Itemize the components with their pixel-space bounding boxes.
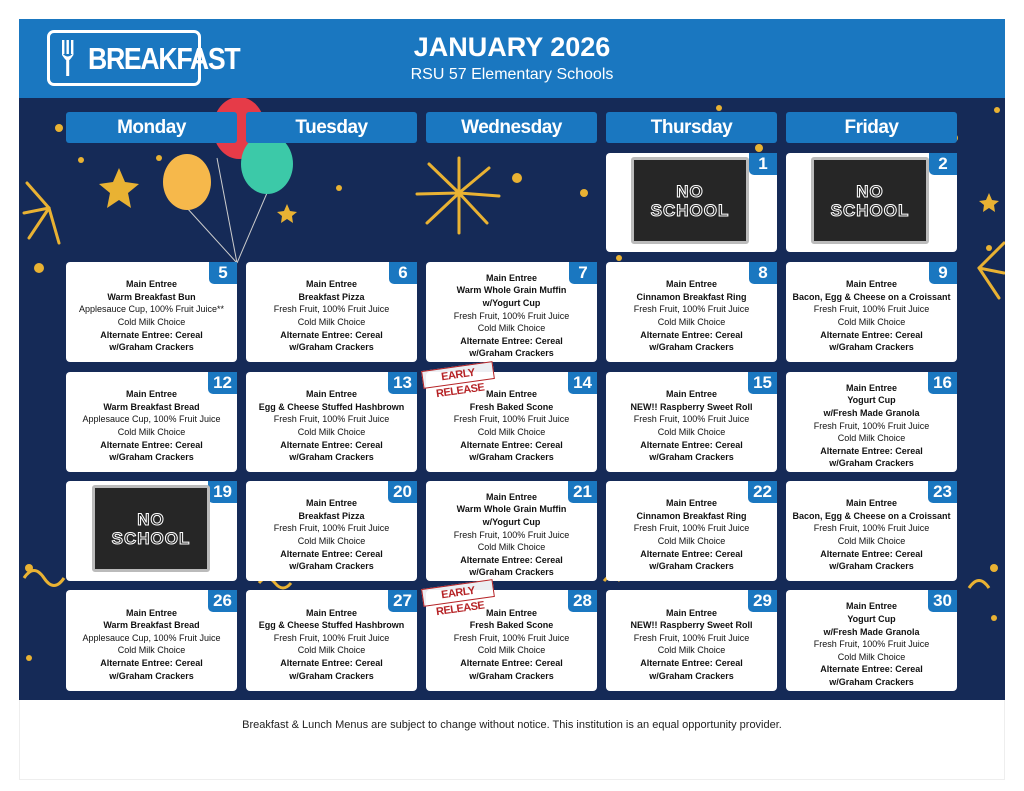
day-cell <box>246 590 417 691</box>
menu-line: Cold Milk Choice <box>297 645 366 656</box>
day-cell <box>66 590 237 691</box>
menu-text <box>786 278 957 354</box>
day-cell <box>786 590 957 691</box>
no-school-sign <box>631 157 749 244</box>
menu-line: w/Graham Crackers <box>649 670 734 681</box>
no-school-line2: SCHOOL <box>111 529 191 548</box>
day-header-monday: Monday <box>66 112 237 143</box>
menu-line: Fresh Fruit, 100% Fruit Juice <box>273 304 390 315</box>
menu-line: Main Entree <box>845 498 897 509</box>
menu-line: w/Graham Crackers <box>649 452 734 463</box>
menu-text <box>786 600 957 688</box>
day-cell <box>606 372 777 472</box>
day-cell <box>786 372 957 472</box>
day-number: 5 <box>209 262 237 284</box>
menu-line: Breakfast Pizza <box>298 510 365 521</box>
menu-text <box>246 388 417 464</box>
menu-line: Alternate Entree: Cereal <box>820 445 923 456</box>
day-cell <box>606 481 777 581</box>
menu-line: Alternate Entree: Cereal <box>280 329 383 340</box>
early-release-stamp: EARLY RELEASE <box>421 361 495 389</box>
menu-line: w/Graham Crackers <box>469 670 554 681</box>
day-cell <box>786 481 957 581</box>
menu-line: Applesauce Cup, 100% Fruit Juice <box>82 414 221 425</box>
menu-line: Main Entree <box>665 279 717 290</box>
menu-line: Cold Milk Choice <box>117 645 186 656</box>
menu-line: Warm Breakfast Bread <box>103 401 200 412</box>
header-banner <box>19 19 1005 98</box>
menu-line: Main Entree <box>485 607 537 618</box>
menu-line: Main Entree <box>485 491 537 502</box>
menu-line: Alternate Entree: Cereal <box>640 548 743 559</box>
menu-line: Applesauce Cup, 100% Fruit Juice** <box>78 304 225 315</box>
menu-line: Cold Milk Choice <box>117 426 186 437</box>
menu-line: w/Graham Crackers <box>829 458 914 469</box>
menu-line: w/Fresh Made Granola <box>823 626 920 637</box>
footer-area <box>19 700 1005 780</box>
menu-line: Fresh Fruit, 100% Fruit Juice <box>273 414 390 425</box>
logo-text: BREAKFAST <box>88 41 240 76</box>
day-number: 29 <box>748 590 777 612</box>
menu-line: Bacon, Egg & Cheese on a Croissant <box>792 291 951 302</box>
menu-line: Main Entree <box>665 498 717 509</box>
menu-line: Main Entree <box>845 601 897 612</box>
menu-line: Alternate Entree: Cereal <box>280 658 383 669</box>
menu-line: Egg & Cheese Stuffed Hashbrown <box>258 620 405 631</box>
menu-line: Alternate Entree: Cereal <box>640 329 743 340</box>
menu-text <box>66 607 237 683</box>
day-cell <box>786 262 957 362</box>
menu-text <box>66 278 237 354</box>
menu-line: Yogurt Cup <box>847 395 896 406</box>
menu-line: Cold Milk Choice <box>297 426 366 437</box>
menu-text <box>606 278 777 354</box>
menu-line: Warm Breakfast Bread <box>103 620 200 631</box>
menu-line: Alternate Entree: Cereal <box>640 439 743 450</box>
menu-text <box>606 388 777 464</box>
day-number: 14 <box>568 372 597 394</box>
menu-text <box>426 491 597 579</box>
menu-text <box>786 382 957 470</box>
menu-line: Bacon, Egg & Cheese on a Croissant <box>792 510 951 521</box>
no-school-line2: SCHOOL <box>830 201 910 220</box>
menu-line: Fresh Fruit, 100% Fruit Juice <box>453 414 570 425</box>
menu-line: Fresh Fruit, 100% Fruit Juice <box>633 414 750 425</box>
day-cell <box>66 372 237 472</box>
day-cell <box>426 481 597 581</box>
menu-line: Main Entree <box>305 279 357 290</box>
menu-line: Alternate Entree: Cereal <box>820 548 923 559</box>
day-header-wednesday: Wednesday <box>426 112 597 143</box>
menu-line: Alternate Entree: Cereal <box>460 554 563 565</box>
menu-line: Warm Whole Grain Muffin <box>456 285 567 296</box>
menu-line: Fresh Fruit, 100% Fruit Juice <box>633 523 750 534</box>
day-cell <box>606 153 777 252</box>
menu-line: Alternate Entree: Cereal <box>820 664 923 675</box>
menu-line: Applesauce Cup, 100% Fruit Juice <box>82 632 221 643</box>
menu-line: w/Graham Crackers <box>469 567 554 578</box>
menu-line: Main Entree <box>125 607 177 618</box>
day-number: 19 <box>208 481 237 503</box>
menu-line: Main Entree <box>665 389 717 400</box>
day-cell <box>66 481 237 581</box>
no-school-sign <box>811 157 929 244</box>
page-title: JANUARY 2026 <box>413 32 611 62</box>
day-number: 8 <box>749 262 777 284</box>
menu-line: Fresh Fruit, 100% Fruit Juice <box>273 523 390 534</box>
day-number: 9 <box>929 262 957 284</box>
menu-line: Cold Milk Choice <box>657 316 726 327</box>
menu-line: Cold Milk Choice <box>117 316 186 327</box>
menu-line: w/Graham Crackers <box>649 561 734 572</box>
menu-line: w/Graham Crackers <box>289 670 374 681</box>
menu-line: Cold Milk Choice <box>297 316 366 327</box>
day-number: 23 <box>928 481 957 503</box>
menu-line: Cold Milk Choice <box>477 645 546 656</box>
day-number: 15 <box>748 372 777 394</box>
day-number: 7 <box>569 262 597 284</box>
menu-line: Fresh Baked Scone <box>469 401 554 412</box>
menu-line: Cold Milk Choice <box>837 651 906 662</box>
menu-line: NEW!! Raspberry Sweet Roll <box>630 401 753 412</box>
page-subtitle: RSU 57 Elementary Schools <box>410 66 614 83</box>
menu-line: Main Entree <box>665 607 717 618</box>
day-cell <box>66 262 237 362</box>
menu-line: Cold Milk Choice <box>657 645 726 656</box>
menu-line: Main Entree <box>125 279 177 290</box>
menu-line: Fresh Baked Scone <box>469 620 554 631</box>
no-school-line2: SCHOOL <box>650 201 730 220</box>
menu-line: w/Fresh Made Granola <box>823 408 920 419</box>
menu-line: Breakfast Pizza <box>298 291 365 302</box>
menu-text <box>246 607 417 683</box>
menu-line: Fresh Fruit, 100% Fruit Juice <box>813 304 930 315</box>
menu-line: w/Graham Crackers <box>829 342 914 353</box>
menu-line: Cold Milk Choice <box>837 316 906 327</box>
menu-line: Alternate Entree: Cereal <box>100 439 203 450</box>
menu-line: Alternate Entree: Cereal <box>820 329 923 340</box>
menu-line: Cold Milk Choice <box>837 535 906 546</box>
menu-line: Main Entree <box>845 279 897 290</box>
menu-line: Egg & Cheese Stuffed Hashbrown <box>258 401 405 412</box>
menu-line: Main Entree <box>485 272 537 283</box>
menu-line: w/Graham Crackers <box>289 452 374 463</box>
day-number: 28 <box>568 590 597 612</box>
menu-line: NEW!! Raspberry Sweet Roll <box>630 620 753 631</box>
day-cell <box>246 372 417 472</box>
menu-line: Fresh Fruit, 100% Fruit Juice <box>813 639 930 650</box>
menu-line: Alternate Entree: Cereal <box>460 439 563 450</box>
menu-line: w/Graham Crackers <box>469 348 554 359</box>
day-number: 20 <box>388 481 417 503</box>
day-header-tuesday: Tuesday <box>246 112 417 143</box>
menu-line: Cold Milk Choice <box>477 323 546 334</box>
day-cell <box>246 481 417 581</box>
menu-text <box>66 388 237 464</box>
menu-line: w/Graham Crackers <box>109 452 194 463</box>
menu-line: w/Yogurt Cup <box>482 298 541 309</box>
day-number: 1 <box>749 153 777 175</box>
menu-line: Cold Milk Choice <box>657 535 726 546</box>
menu-text <box>246 497 417 573</box>
menu-line: Fresh Fruit, 100% Fruit Juice <box>813 523 930 534</box>
menu-line: Main Entree <box>845 382 897 393</box>
menu-text <box>606 497 777 573</box>
menu-line: Fresh Fruit, 100% Fruit Juice <box>453 529 570 540</box>
menu-line: Alternate Entree: Cereal <box>280 439 383 450</box>
day-cell <box>606 262 777 362</box>
menu-text <box>246 278 417 354</box>
day-number: 2 <box>929 153 957 175</box>
menu-line: Main Entree <box>305 498 357 509</box>
day-header-thursday: Thursday <box>606 112 777 143</box>
menu-line: Main Entree <box>305 607 357 618</box>
no-school-line1: NO <box>856 182 884 201</box>
menu-line: Cold Milk Choice <box>297 535 366 546</box>
day-number: 16 <box>928 372 957 394</box>
menu-line: Warm Whole Grain Muffin <box>456 504 567 515</box>
early-release-stamp: EARLY RELEASE <box>421 579 495 607</box>
menu-line: Main Entree <box>125 389 177 400</box>
menu-line: w/Graham Crackers <box>289 561 374 572</box>
day-cell <box>606 590 777 691</box>
footer-disclaimer: Breakfast & Lunch Menus are subject to change without notice. This institution is an equal opportunity provider. <box>242 719 782 731</box>
menu-line: Alternate Entree: Cereal <box>640 658 743 669</box>
menu-line: w/Graham Crackers <box>469 452 554 463</box>
menu-line: Fresh Fruit, 100% Fruit Juice <box>633 632 750 643</box>
menu-line: w/Graham Crackers <box>109 670 194 681</box>
menu-line: Cinnamon Breakfast Ring <box>636 291 747 302</box>
day-number: 12 <box>208 372 237 394</box>
day-number: 27 <box>388 590 417 612</box>
menu-line: Yogurt Cup <box>847 613 896 624</box>
menu-line: Main Entree <box>305 389 357 400</box>
menu-text <box>426 272 597 360</box>
day-cell <box>426 262 597 362</box>
menu-line: Cold Milk Choice <box>837 433 906 444</box>
menu-line: Alternate Entree: Cereal <box>100 658 203 669</box>
menu-line: w/Graham Crackers <box>649 342 734 353</box>
menu-line: Alternate Entree: Cereal <box>460 335 563 346</box>
day-number: 6 <box>389 262 417 284</box>
menu-line: Cold Milk Choice <box>477 426 546 437</box>
menu-line: Fresh Fruit, 100% Fruit Juice <box>273 632 390 643</box>
day-number: 22 <box>748 481 777 503</box>
day-number: 21 <box>568 481 597 503</box>
menu-line: w/Yogurt Cup <box>482 517 541 528</box>
day-number: 30 <box>928 590 957 612</box>
menu-line: w/Graham Crackers <box>109 342 194 353</box>
day-number: 26 <box>208 590 237 612</box>
menu-line: Fresh Fruit, 100% Fruit Juice <box>813 420 930 431</box>
day-header-friday: Friday <box>786 112 957 143</box>
menu-text <box>606 607 777 683</box>
menu-line: Alternate Entree: Cereal <box>100 329 203 340</box>
menu-line: w/Graham Crackers <box>289 342 374 353</box>
menu-line: Fresh Fruit, 100% Fruit Juice <box>453 632 570 643</box>
menu-line: Cold Milk Choice <box>477 542 546 553</box>
menu-line: Alternate Entree: Cereal <box>280 548 383 559</box>
no-school-sign <box>92 485 210 572</box>
no-school-line1: NO <box>676 182 704 201</box>
menu-line: Cold Milk Choice <box>657 426 726 437</box>
menu-line: Fresh Fruit, 100% Fruit Juice <box>633 304 750 315</box>
menu-line: Fresh Fruit, 100% Fruit Juice <box>453 310 570 321</box>
day-number: 13 <box>388 372 417 394</box>
day-cell <box>786 153 957 252</box>
menu-line: w/Graham Crackers <box>829 561 914 572</box>
menu-line: Alternate Entree: Cereal <box>460 658 563 669</box>
menu-line: Main Entree <box>485 389 537 400</box>
menu-line: w/Graham Crackers <box>829 676 914 687</box>
day-cell <box>246 262 417 362</box>
menu-line: Warm Breakfast Bun <box>107 291 196 302</box>
menu-line: Cinnamon Breakfast Ring <box>636 510 747 521</box>
menu-text <box>786 497 957 573</box>
no-school-line1: NO <box>137 510 165 529</box>
